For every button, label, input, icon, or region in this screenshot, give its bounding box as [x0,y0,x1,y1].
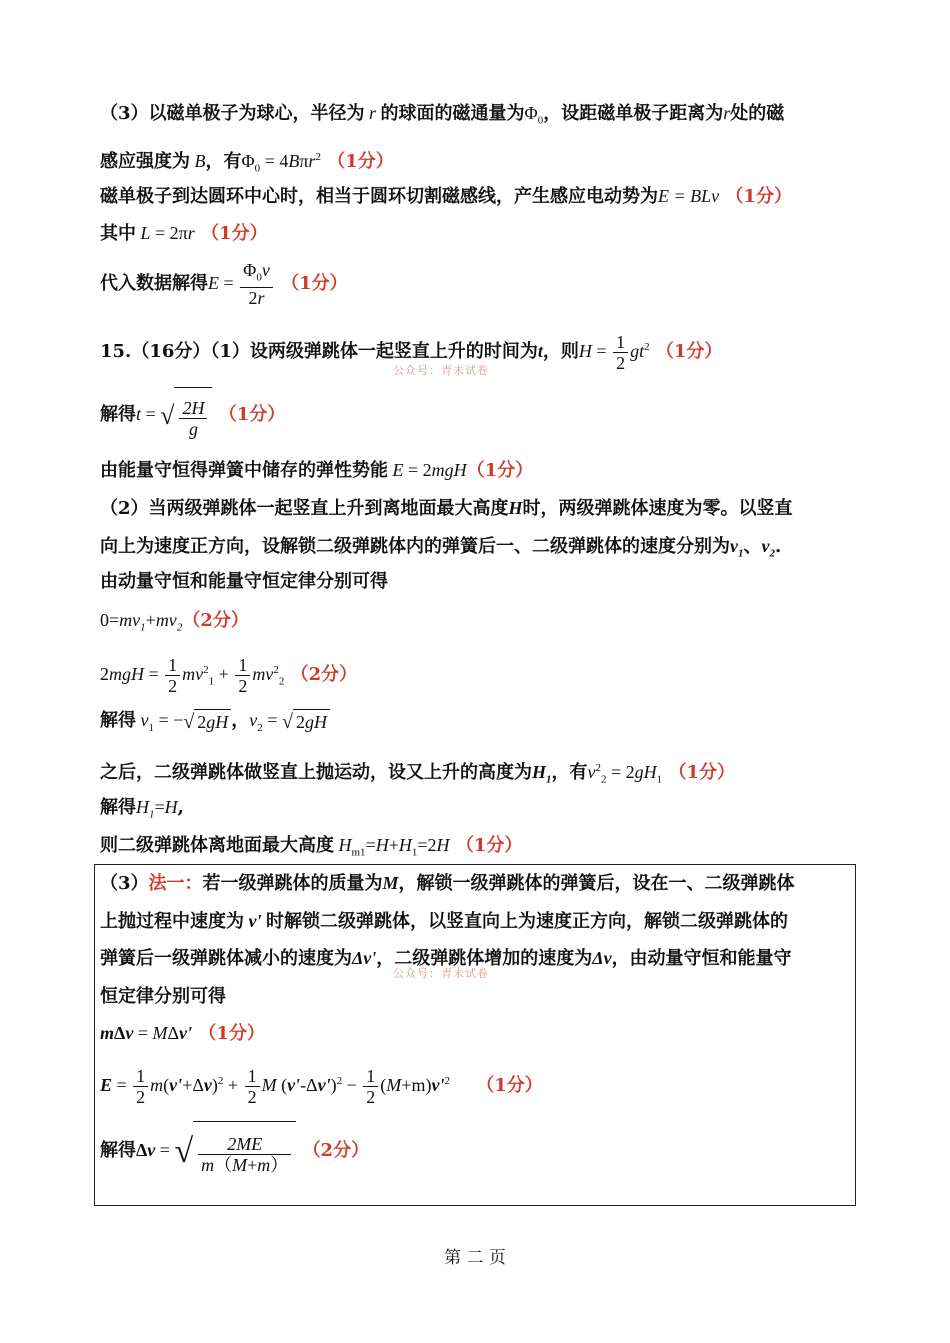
text-line: 磁单极子到达圆环中心时，相当于圆环切割磁感线，产生感应电动势为E = BLv （1分） [100,186,792,207]
text-line: 代入数据解得E = $\frac{\Phi_0v}{2r}$ （1分） [100,259,348,309]
watermark: 公众号：青未试卷 [393,364,489,377]
text-line: 2mgH = $\frac{1}{2}$ $mv^2_1$ + $\frac{1}{2}$ $mv^2_2$ （2分） [100,654,358,696]
text-line: 由能量守恒得弹簧中储存的弹性势能 E = 2mgH（1分） [100,460,534,481]
text-line: 上抛过程中速度为 v' 时解锁二级弹跳体，以竖直向上为速度正方向，解锁二级弹跳体的 [100,911,788,932]
text-line: 解得Δv = √ $\frac{2ME}{m(M+m)}$ （2分） [100,1120,369,1182]
text-line: 则二级弹跳体离地面最大高度 $H_{m1}=H+H_1=2H$ （1分） [100,835,523,859]
text-line: 感应强度为 B，有$\Phi_0 = 4B\pi r^2$ （1分） [100,151,394,175]
watermark: 公众号：青未试卷 [393,967,489,980]
page-number: 第 二 页 [444,1248,506,1268]
fraction: $\frac{1}{2}$ [613,332,628,373]
text-line: 之后，二级弹跳体做竖直上抛运动，设又上升的高度为$H_1$，有$v^2_2 = 2gH_1$ （1分） [100,762,735,786]
text-line: E = $\frac{1}{2}$ $m(v'+\Delta v)^2$ + $\frac{1}{2}$ M $(v'-\Delta v')^2$ − $\frac{1}{2}$ $(M+m)v'^2$ （1分） [100,1065,543,1107]
square-root: √ $\frac{2ME}{m(M+m)}$ [174,1120,296,1182]
text-line: 恒定律分别可得 [100,986,226,1007]
text-line: 解得t = √ $\frac{2H}{g}$ （1分） [100,386,285,444]
fraction: $\frac{\Phi_0v}{2r}$ [240,260,273,309]
text-line: 由动量守恒和能量守恒定律分别可得 [100,571,388,592]
text-line: 解得$H_1=H$, [100,797,184,821]
fraction: $\frac{1}{2}$ [165,655,180,696]
text-line: 弹簧后一级弹跳体减小的速度为Δv'，二级弹跳体增加的速度为Δv，由动量守恒和能量守 [100,948,792,969]
text-line: $0=mv_1+mv_2(2$分） [100,610,249,634]
text-line: （3）法一：若一级弹跳体的质量为M，解锁一级弹跳体的弹簧后，设在一、二级弹跳体 [100,873,795,894]
square-root: √ $\frac{2H}{g}$ [160,386,212,444]
text-line: 其中 L = 2πr （1分） [100,223,268,244]
text-line: 解得 $v_1$ = −√ 2gH ，$v_2$ = √ 2gH [100,708,330,740]
text-line: （3）以磁单极子为球心，半径为 r 的球面的磁通量为$\Phi_0$，设距磁单极子距离为r处的磁 [100,103,785,127]
fraction: $\frac{1}{2}$ [235,655,250,696]
text-line: 向上为速度正方向，设解锁二级弹跳体内的弹簧后一、二级弹跳体的速度分别为$v_1$、$v_2$. [100,536,782,560]
text-line: mΔv = MΔv' （1分） [100,1023,265,1044]
text-line: 15.（16分）（1）设两级弹跳体一起竖直上升的时间为t，则H = $\frac{1}{2}$ $gt^2$ （1分） [100,331,723,373]
text-line: （2）当两级弹跳体一起竖直上升到离地面最大高度H时，两级弹跳体速度为零。以竖直 [100,498,793,519]
